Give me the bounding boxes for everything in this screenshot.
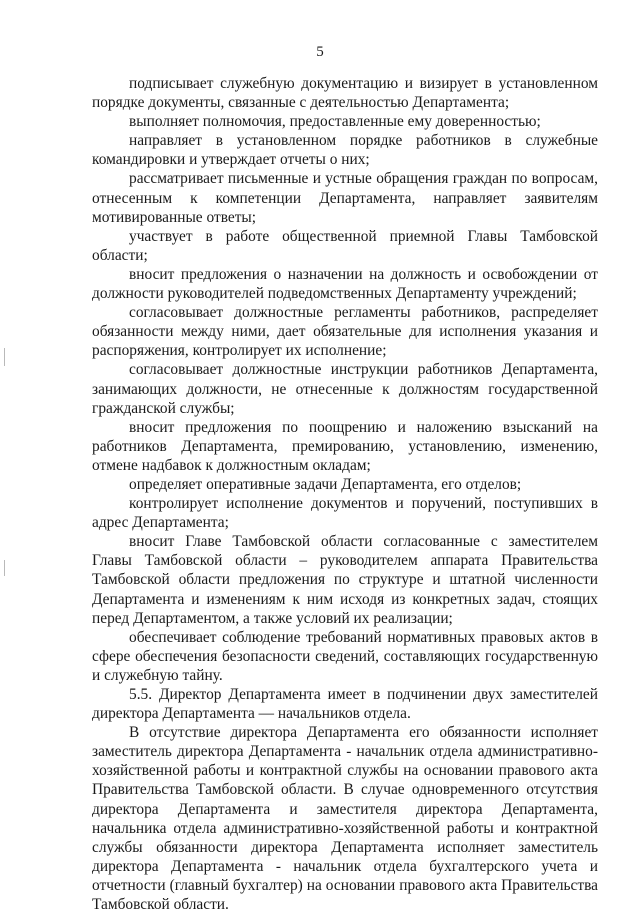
paragraph: направляет в установленном порядке работников в служебные командировки и утверждает отчеты о них; <box>92 132 598 169</box>
paragraph: обеспечивает соблюдение требований нормативных правовых актов в сфере обеспечения безопасности сведений, составляющих государственную и служебную тайну. <box>92 628 598 684</box>
paragraph: контролирует исполнение документов и поручений, поступивших в адрес Департамента; <box>92 495 598 532</box>
scan-margin-mark <box>4 560 5 576</box>
paragraph: определяет оперативные задачи Департамента, его отделов; <box>129 475 522 493</box>
paragraph: вносит Главе Тамбовской области согласованные с заместителем Главы Тамбовской области – руководителем аппарата Правительства Тамбовской области предложения по структуре и штатной численности Департамента и изменениям к ним исходя из конкретных задач, стоящих перед Департаментом, а также условий их реализации; <box>92 533 598 627</box>
paragraph: согласовывает должностные регламенты работников, распределяет обязанности между ними, дает обязательные для исполнения указания и распоряжения, контролирует их исполнение; <box>92 304 598 360</box>
page-number: 5 <box>316 44 324 60</box>
paragraph: рассматривает письменные и устные обращения граждан по вопросам, отнесенным к компетенции Департамента, направляет заявителям мотивированные ответы; <box>92 170 598 226</box>
paragraph: выполняет полномочия, предоставленные ему доверенностью; <box>129 113 541 131</box>
paragraph: вносит предложения по поощрению и наложению взысканий на работников Департамента, премированию, установлению, изменению, отмене надбавок к должностным окладам; <box>92 418 598 474</box>
paragraph: вносит предложения о назначении на должность и освобождении от должности руководителей подведомственных Департаменту учреждений; <box>92 265 598 303</box>
paragraph: подписывает служебную документацию и визирует в установленном порядке документы, связанные с деятельностью Департамента; <box>92 75 598 112</box>
paragraph: В отсутствие директора Департамента его обязанности исполняет заместитель директора Департамента - начальник отдела административно-хозяйственной работы и контрактной службы на основании правового акта Правительства Тамбовской области. В случае одновременного отсутствия директора Департамента и заместителя директора Департамента, начальника отдела административно-хозяйственной работы и контрактной службы обязанности директора Департамента исполняет заместитель директора Департамента - начальник отдела бухгалтерского учета и отчетности (главный бухгалтер) на основании правового акта Правительства Тамбовской области. <box>92 724 598 914</box>
paragraph: участвует в работе общественной приемной Главы Тамбовской области; <box>92 227 598 264</box>
document-body <box>92 74 598 914</box>
scan-margin-mark <box>4 348 5 366</box>
paragraph: согласовывает должностные инструкции работников Департамента, занимающих должности, не отнесенные к должностям государственной гражданской службы; <box>92 361 598 417</box>
section-paragraph-5-5: 5.5. Директор Департамента имеет в подчинении двух заместителей директора Департамента — начальников отдела. <box>92 686 598 723</box>
